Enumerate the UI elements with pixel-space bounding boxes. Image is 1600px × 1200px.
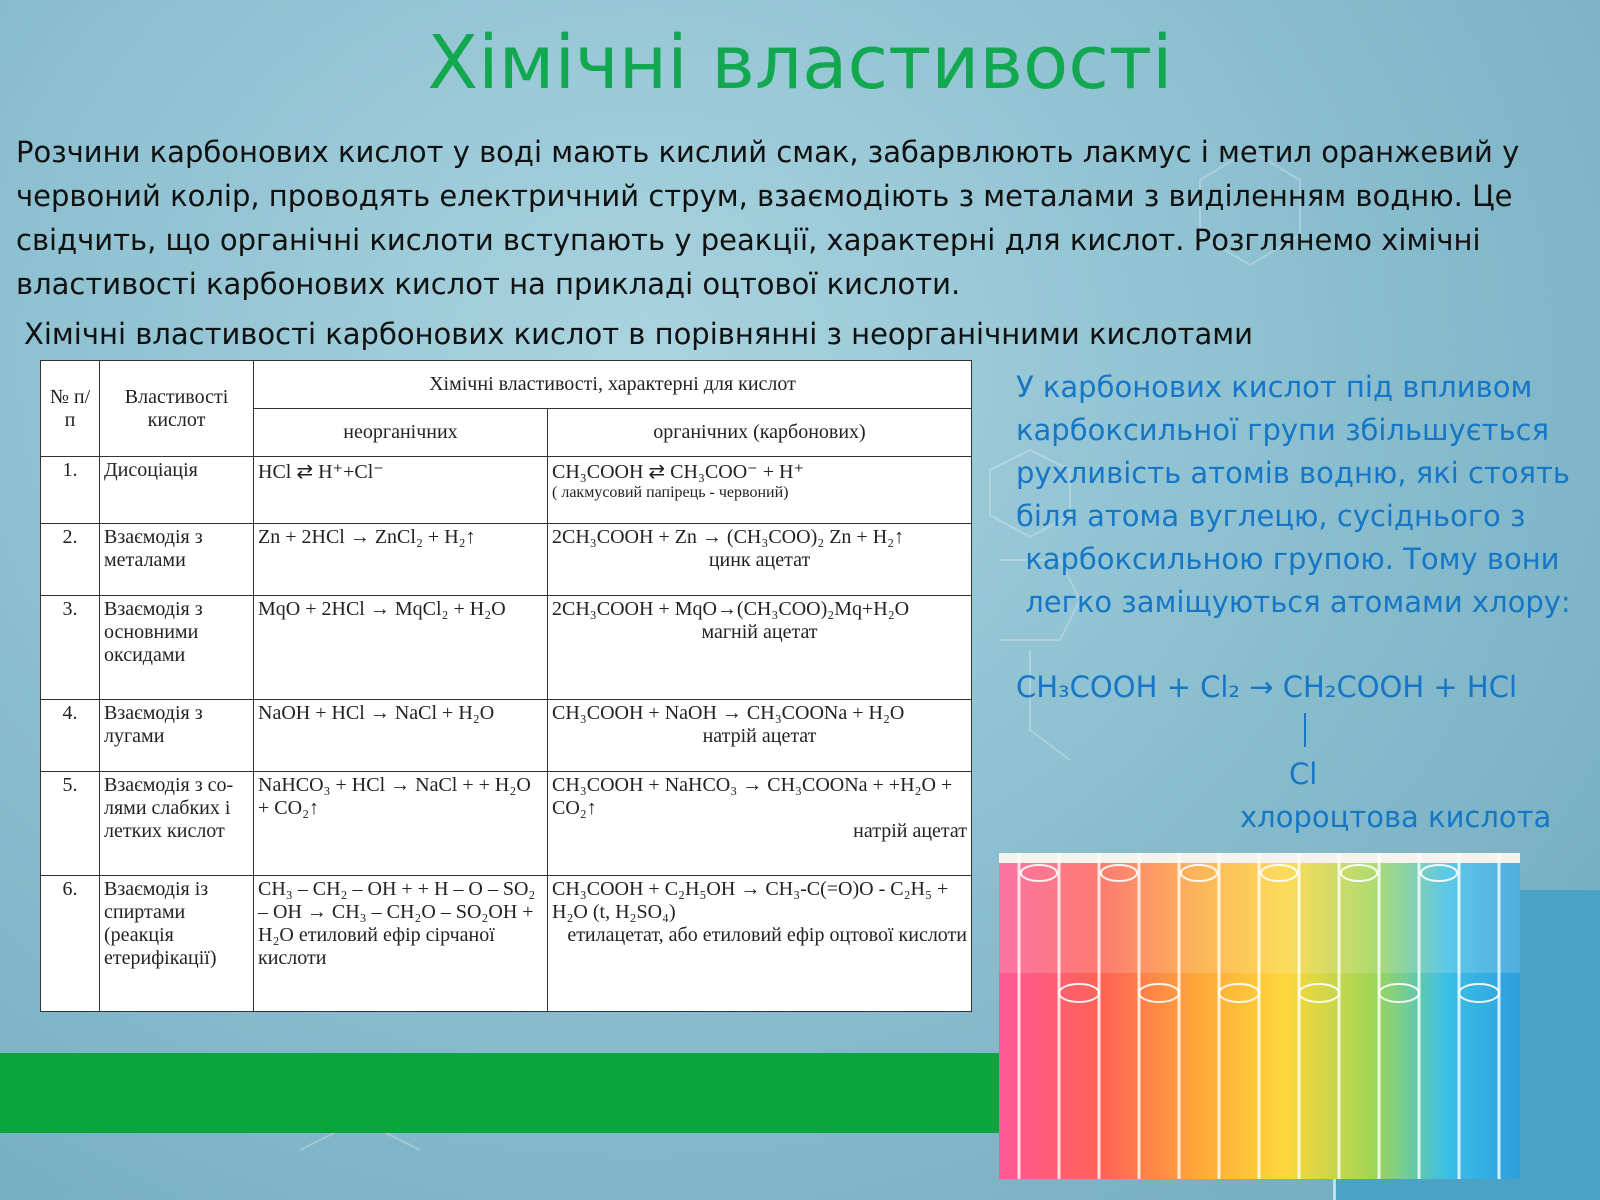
- intro-line: свідчить, що органічні кислоти вступають у реакції, характерні для кислот. Розглянемо хімічні: [16, 223, 1481, 257]
- row-number: 3.: [41, 596, 100, 700]
- table-heading: Хімічні властивості карбонових кислот в порівнянні з неорганічними кислотами: [24, 317, 1253, 351]
- row-property: Взаємодія з основними оксидами: [100, 596, 254, 700]
- organic-reaction: CH₃COOH + C₂H₅OH → CH₃-C(=O)O - C₂H₅ + H₂O (t, H₂SO₄): [552, 877, 949, 923]
- row-organic: [548, 700, 972, 772]
- chlorine-substituent: Cl: [1289, 757, 1318, 791]
- row-inorganic: MqO + 2HCl → MqCl₂ + H₂O: [254, 596, 548, 700]
- organic-reaction: CH₃COOH + NaOH → CH₃COONa + H₂O: [552, 702, 905, 725]
- table-row: [41, 596, 972, 700]
- row-inorganic: Zn + 2HCl → ZnCl₂ + H₂↑: [254, 524, 548, 596]
- bond-line: [1304, 713, 1306, 747]
- organic-note: етилацетат, або етиловий ефір оцтової кислоти: [567, 923, 967, 946]
- side-line: карбоксильної групи збільшується: [1016, 413, 1550, 447]
- table-row: [41, 457, 972, 524]
- intro-line: властивості карбонових кислот на прикладі оцтової кислоти.: [16, 267, 961, 301]
- row-organic: [548, 596, 972, 700]
- row-inorganic: CH₃ – CH₂ – OH + + H – O – SO₂ – OH → CH₃ – CH₂O – SO₂OH + H₂O етиловий ефір сірчаної кислоти: [254, 875, 548, 1011]
- side-explanation: [1016, 366, 1586, 624]
- header-properties: Властивості кислот: [100, 361, 254, 457]
- side-line: карбоксильною групою. Тому вони: [1016, 542, 1560, 576]
- row-organic: [548, 524, 972, 596]
- header-number: № п/п: [41, 361, 100, 457]
- row-property: Взаємодія з со-лями слабких і летких кислот: [100, 771, 254, 875]
- side-line: рухливість атомів водню, які стоять: [1016, 456, 1571, 490]
- product-name: хлороцтова кислота: [1240, 800, 1552, 834]
- row-organic: [548, 875, 972, 1011]
- intro-line: червоний колір, проводять електричний струм, взаємодіють з металами з виділенням водню. Це: [16, 179, 1513, 213]
- row-inorganic: HCl ⇄ H⁺+Cl⁻: [254, 457, 548, 524]
- table-row: [41, 524, 972, 596]
- side-line: легко заміщуються атомами хлору:: [1016, 585, 1571, 619]
- organic-note: натрій ацетат: [702, 725, 817, 748]
- properties-table: [40, 360, 972, 1012]
- intro-line: Розчини карбонових кислот у воді мають кислий смак, забарвлюють лакмус і метил оранжевий у: [16, 135, 1520, 169]
- table-row: [41, 700, 972, 772]
- intro-paragraph: [16, 130, 1586, 306]
- row-organic: [548, 457, 972, 524]
- row-inorganic: NaOH + HCl → NaCl + H₂O: [254, 700, 548, 772]
- organic-note: ( лакмусовий папірець - червоний): [552, 484, 789, 501]
- table-row: [41, 875, 972, 1011]
- organic-reaction: CH₃COOH ⇄ CH₃COO⁻ + H⁺: [552, 461, 805, 483]
- organic-reaction: 2CH₃COOH + MqO→(CH₃COO)₂Mq+H₂O: [552, 598, 910, 621]
- table-row: [41, 771, 972, 875]
- test-tubes-image: [999, 853, 1520, 1179]
- row-property: Взаємодія з лугами: [100, 700, 254, 772]
- side-line: біля атома вуглецю, сусіднього з: [1016, 499, 1526, 533]
- row-number: 2.: [41, 524, 100, 596]
- organic-reaction: CH₃COOH + NaHCO₃ → CH₃COONa + +H₂O + CO₂↑: [552, 773, 953, 819]
- header-group: Хімічні властивості, характерні для кислот: [254, 361, 972, 409]
- side-line: У карбонових кислот під впливом: [1016, 370, 1533, 404]
- header-organic: органічних (карбонових): [548, 409, 972, 457]
- row-number: 6.: [41, 875, 100, 1011]
- row-property: Взаємодія з металами: [100, 524, 254, 596]
- organic-note: магній ацетат: [701, 621, 818, 644]
- row-number: 4.: [41, 700, 100, 772]
- row-organic: [548, 771, 972, 875]
- organic-note: натрій ацетат: [853, 819, 967, 842]
- organic-note: цинк ацетат: [708, 549, 811, 572]
- row-property: Взаємодія із спиртами (реакція етерифікації): [100, 875, 254, 1011]
- row-number: 1.: [41, 457, 100, 524]
- header-inorganic: неорганічних: [254, 409, 548, 457]
- row-property: Дисоціація: [100, 457, 254, 524]
- organic-reaction: 2CH₃COOH + Zn → (CH₃COO)₂ Zn + H₂↑: [552, 526, 905, 549]
- row-number: 5.: [41, 771, 100, 875]
- chlorination-equation: CH₃COOH + Cl₂ → CH₂COOH + HCl: [1016, 670, 1518, 704]
- slide-title: Хімічні властивості: [427, 20, 1173, 106]
- row-inorganic: NaHCO₃ + HCl → NaCl + + H₂O + CO₂↑: [254, 771, 548, 875]
